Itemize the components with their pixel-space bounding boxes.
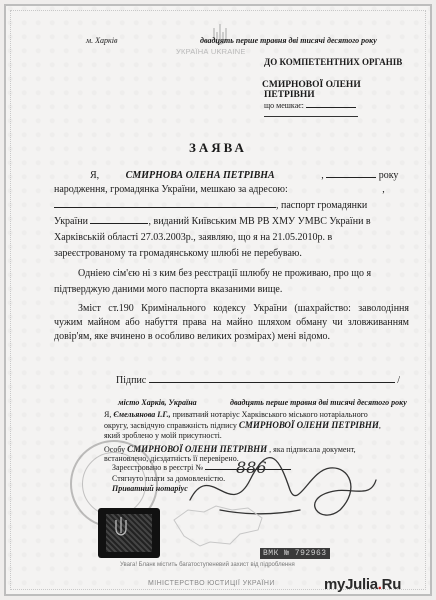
notary-fee: Стягнуто плати за домовленістю. xyxy=(112,474,226,483)
statement-para-2b: підтверджую даними мого паспорта вказаними вище. xyxy=(54,284,283,295)
statement-line-6: зареєстрованому та громадянському шлюбі не перебуваю. xyxy=(54,248,302,259)
statement-para-2a: Одніею сім'єю ні з ким без реєстрації шлюбу не проживаю, про що я xyxy=(78,268,372,279)
residence-line xyxy=(264,101,356,110)
notary-line-5: Особу СМИРНОВОЇ ОЛЕНИ ПЕТРІВНИ , яка підписала документ, xyxy=(104,444,356,454)
notary-registry: Зареєстровано в реєстрі № xyxy=(112,463,291,472)
addressee-name-1: СМИРНОВОЇ ОЛЕНИ xyxy=(262,80,361,90)
notary-place: місто Харків, Україна xyxy=(118,398,197,407)
notary-line-6: встановлено, дієздатність її перевірено. xyxy=(104,454,239,463)
form-serial-number: ВМК № 792963 xyxy=(260,548,330,559)
notary-title: Приватний нотаріус xyxy=(112,484,188,493)
site-watermark: myJulia.Ru xyxy=(324,576,402,593)
residence-blank xyxy=(306,107,356,108)
header-date: двадцять перше травня дві тисячі десятого року xyxy=(200,36,377,45)
notary-line-4: який зроблено у моїй присутності. xyxy=(104,431,222,440)
statement-line-2: народження, громадянка України, мешкаю за адресою: , xyxy=(54,184,385,195)
applicant-name: СМИРНОВА ОЛЕНА ПЕТРІВНА xyxy=(125,170,275,181)
statement-line-1: Я, СМИРНОВА ОЛЕНА ПЕТРІВНА , року xyxy=(90,170,399,181)
residence-label: що мешкає: xyxy=(264,101,304,110)
ukraine-map-watermark-icon xyxy=(170,500,266,550)
addressee-name-2: ПЕТРІВНИ xyxy=(264,90,315,100)
residence-blank-2 xyxy=(264,116,358,117)
city-label: м. Харків xyxy=(86,36,118,45)
statement-para-3: Зміст ст.190 Кримінального кодексу України (шахрайство: заволодіння чужим майном або набуття права на майно шляхом обману чи зловживанням довір'ям, яке вчинено в особливо великих розмірах) мені відомо. xyxy=(54,303,409,342)
document-title: ЗАЯВА xyxy=(189,140,247,155)
hologram-seal xyxy=(98,508,160,558)
ministry-label: МІНІСТЕРСТВО ЮСТИЦІЇ УКРАЇНИ xyxy=(148,580,275,587)
statement-line-5: Харківській області 27.03.2003р., заявляю, що я на 21.05.2010р. в xyxy=(54,232,333,243)
statement-line-3: , паспорт громадянки xyxy=(54,200,367,211)
addressee-line: ДО КОМПЕТЕНТНИХ ОРГАНІВ xyxy=(264,57,403,67)
notary-line-3: округу, засвідчую справжність підпису СМИРНОВОЇ ОЛЕНИ ПЕТРІВНИ, xyxy=(104,420,381,430)
ukraine-watermark: УКРАЇНА UKRAINE xyxy=(176,47,246,56)
signature-line: Підпис / xyxy=(116,375,401,386)
trident-icon xyxy=(114,516,128,538)
notary-line-2: Я, Ємельянова І.Г., приватний нотаріус Харківського міського нотаріального xyxy=(104,410,368,419)
registry-number: 886 xyxy=(236,458,267,477)
notary-date: двадцять перше травня дві тисячі десятого року xyxy=(230,398,407,407)
statement-line-4: України , виданий Київським МВ РВ ХМУ УМВС України в xyxy=(54,216,371,227)
security-notice: Увага! Бланк містить багатоступеневий захист від підроблення xyxy=(120,562,295,568)
